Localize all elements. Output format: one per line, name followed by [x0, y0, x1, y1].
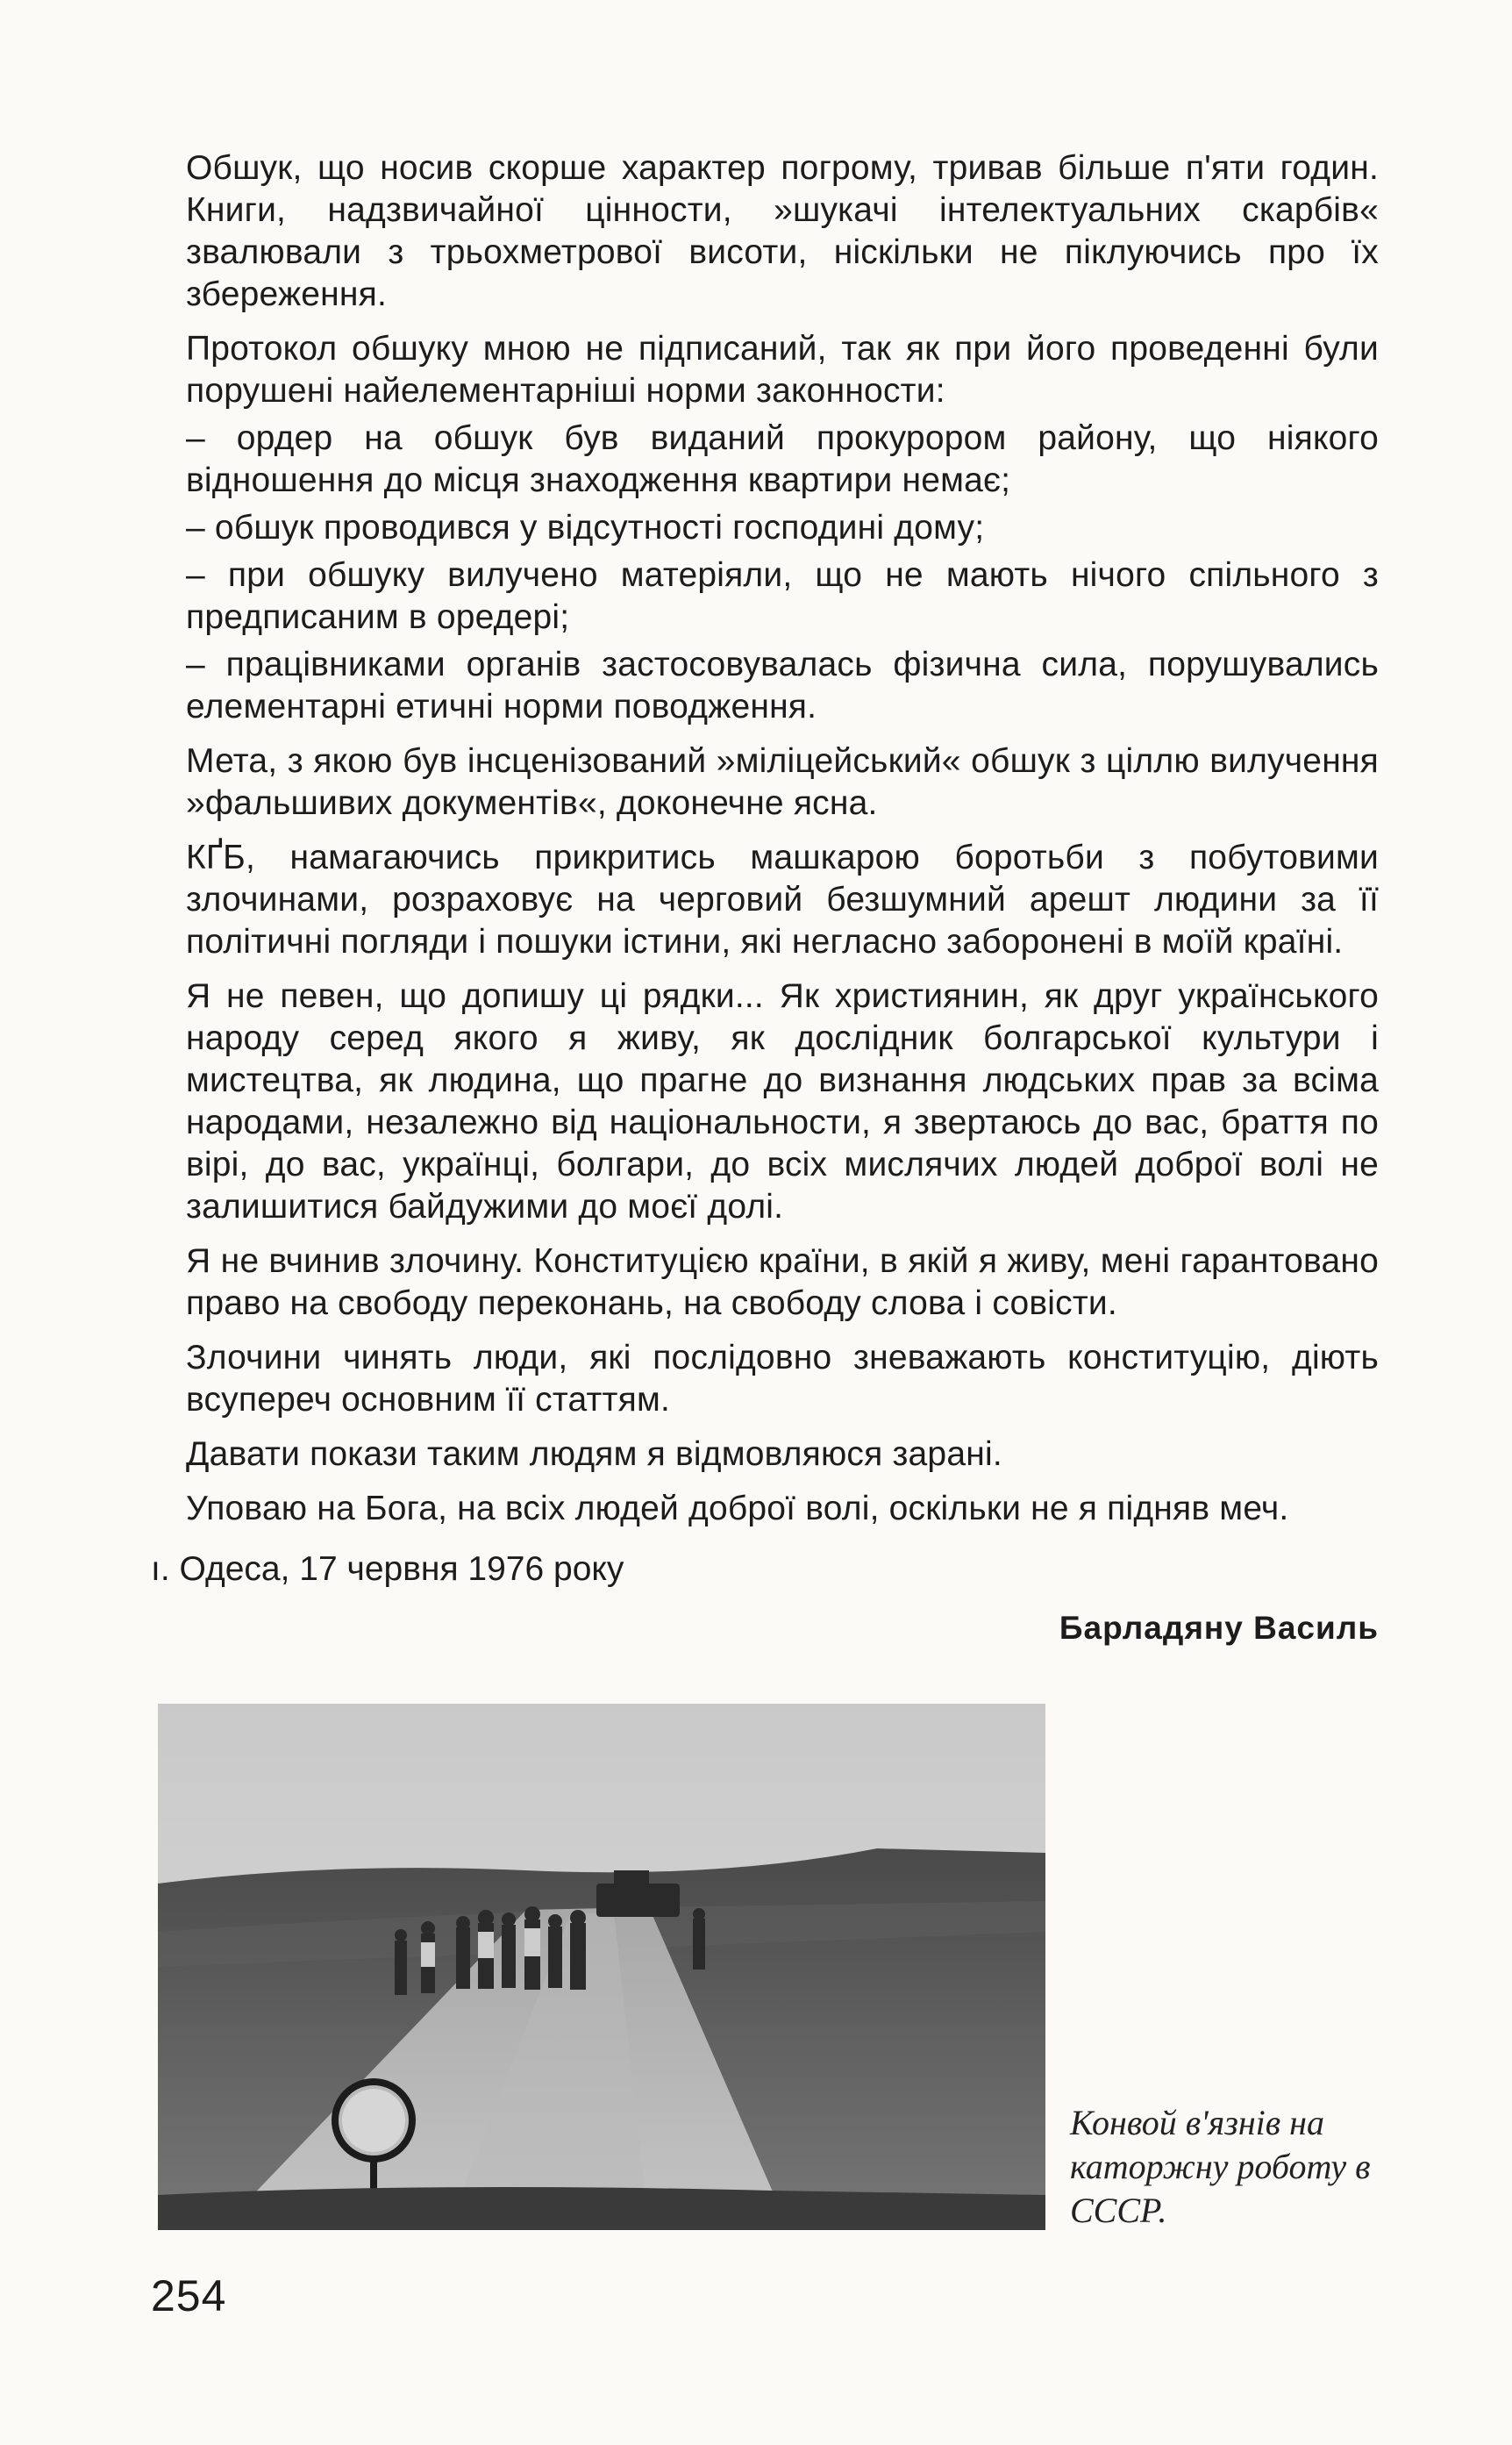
convoy-photo — [158, 1704, 1045, 2230]
list-item-force: – працівниками органів застосовувалась фізична сила, порушувались елементарні етичні норми поводження. — [186, 646, 1379, 726]
list-item-absence: – обшук проводився у відсутності господині дому; — [186, 509, 985, 547]
body-text — [186, 147, 1379, 1542]
paragraph-kgb: КҐБ, намагаючись прикритись машкарою боротьби з побутовими злочинами, розраховує на черговий безшумний арешт людини за її політичні погляди і пошуки істини, які негласно заборонені в моїй країні. — [186, 839, 1379, 961]
signature: Барладяну Василь — [1059, 1610, 1379, 1646]
paragraph-no-crime: Я не вчинив злочину. Конституцією країни, в якій я живу, мені гарантовано право на свободу переконань, на свободу слова і совісти. — [186, 1242, 1379, 1322]
paragraph-appeal: Я не певен, що допишу ці рядки... Як християнин, як друг українського народу серед якого я живу, як дослідник болгарської культури і мистецтва, як людина, що прагне до визнання людських прав за всіма народами, незалежно від національности, я звертаюсь до вас, браття по вірі, до вас, українці, болгари, до всіх мислячих людей доброї волі не залишитися байдужими до моєї долі. — [186, 977, 1379, 1226]
list-item-warrant: – ордер на обшук був виданий прокурором району, що ніякого відношення до місця знаходження квартири немає; — [186, 419, 1379, 499]
paragraph-protocol: Протокол обшуку мною не підписаний, так як при його проведенні були порушені найелементарніші норми законности: — [186, 330, 1379, 410]
page-number: 254 — [151, 2271, 227, 2320]
paragraph-hope: Уповаю на Бога, на всіх людей доброї волі, оскільки не я підняв меч. — [186, 1490, 1289, 1527]
paragraph-refusal: Давати покази таким людям я відмовляюся зарані. — [186, 1435, 1002, 1473]
paragraph-criminals: Злочини чинять люди, які послідовно зневажають конституцію, діють всупереч основним її статтям. — [186, 1339, 1379, 1419]
photo-caption: Конвой в'язнів на каторжну роботу в СССР. — [1070, 2103, 1371, 2230]
date-line: ı. Одеса, 17 червня 1976 року — [151, 1550, 624, 1588]
paragraph-search-duration: Обшук, що носив скорше характер погрому, тривав більше п'яти годин. Книги, надзвичайної цінности, »шукачі інтелектуальних скарбів« звалювали з трьохметрової висоти, ніскільки не піклуючись про їх збереження. — [186, 149, 1379, 313]
paragraph-purpose: Мета, з якою був інсценізований »міліцейський« обшук з ціллю вилучення »фальшивих документів«, доконечне ясна. — [186, 742, 1379, 822]
list-item-materials: – при обшуку вилучено матеріяли, що не мають нічого спільного з предписаним в оредері; — [186, 556, 1379, 636]
